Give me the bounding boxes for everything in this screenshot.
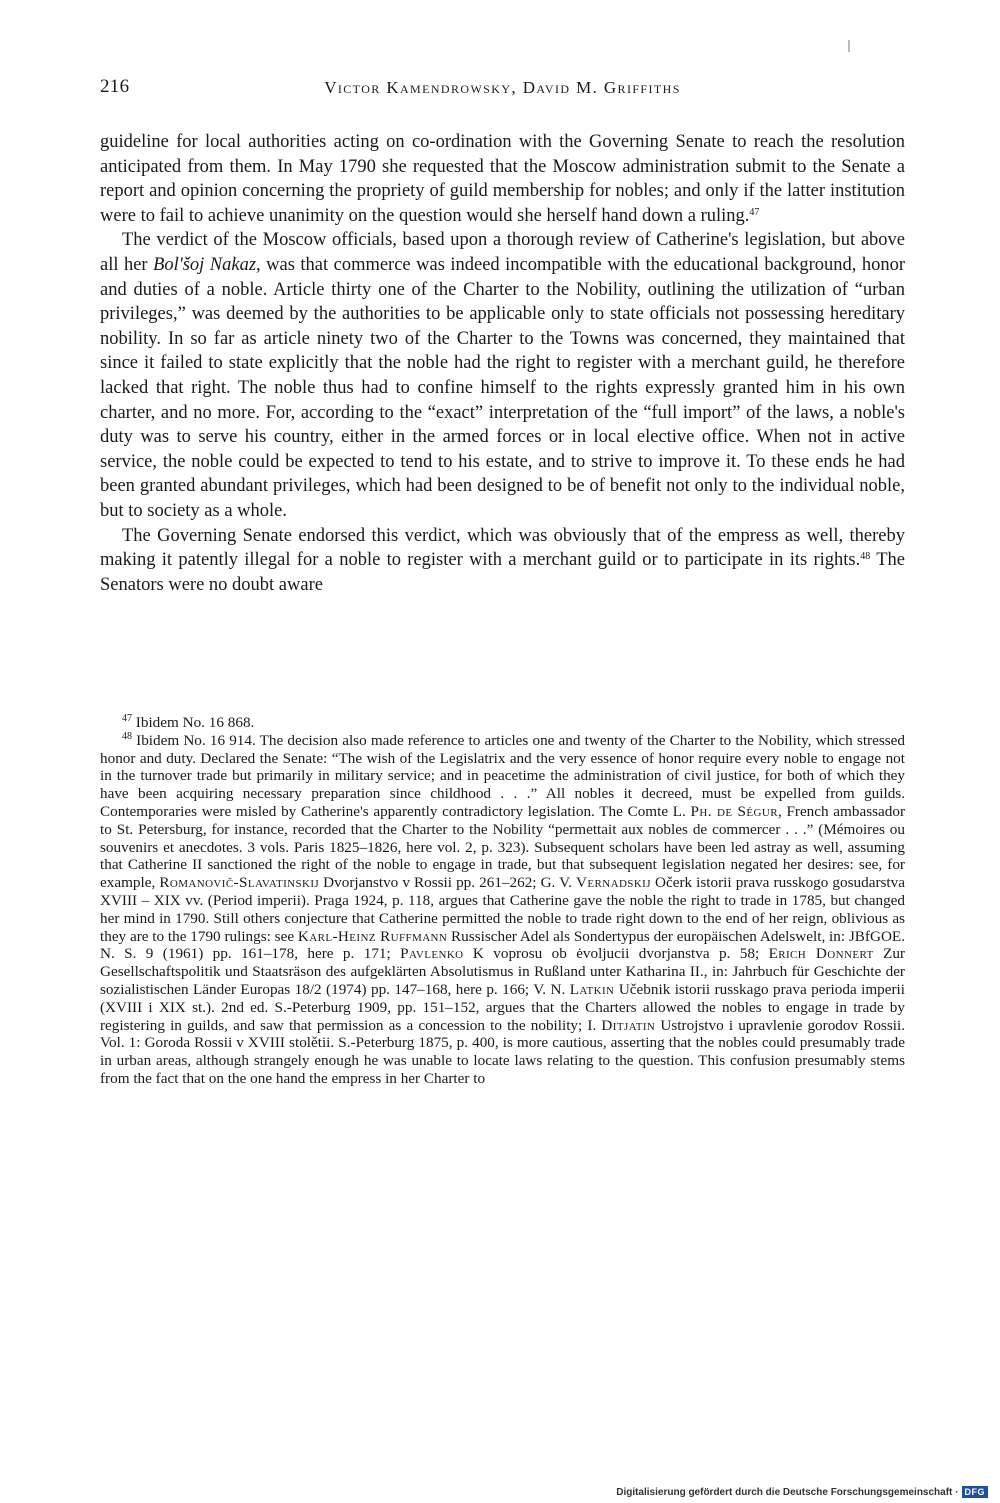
- author-name: Latkin: [569, 980, 615, 998]
- author-name: Ditjatin: [601, 1016, 656, 1034]
- digitization-credit: [616, 1486, 988, 1498]
- body-text: [100, 130, 905, 597]
- author-name: Romanovič-Slavatinskij: [159, 874, 320, 892]
- paragraph-3: The Governing Senate endorsed this verdict, which was obviously that of the empress as well, thereby making it patently illegal for a noble to register with a merchant guild or to participate in its rights.$^{48}$ The Senators were no doubt aware: [100, 525, 905, 595]
- credit-text: Digitalisierung gefördert durch die Deutsche Forschungsgemeinschaft ·: [616, 1486, 959, 1498]
- footnote-47: $^{47}$ Ibidem No. 16 868.: [122, 713, 255, 731]
- running-head: Victor Kamendrowsky, David M. Griffiths: [324, 78, 681, 97]
- scan-mark: [848, 40, 850, 52]
- footnote-ref-47[interactable]: 47: [749, 206, 760, 218]
- author-name: Pavlenko: [400, 945, 464, 963]
- author-name: Erich Donnert: [768, 945, 874, 963]
- author-name: Karl-Heinz Ruffmann: [297, 927, 448, 945]
- footnote-number: 47: [122, 713, 132, 724]
- footnote-ref-48[interactable]: 48: [860, 551, 871, 563]
- author-name: Vernadskij: [576, 874, 651, 892]
- author-name: Ph. de Ségur: [690, 802, 778, 820]
- paragraph-1: guideline for local authorities acting on co-ordination with the Governing Senate to reach the resolution anticipated from them. In May 1790 she requested that the Moscow administration submit to the Senate a report and opinion concerning the propriety of guild membership for nobles; and only if the latter institution were to fail to achieve unanimity on the question would she herself hand down a ruling.$^{47}$: [100, 132, 905, 226]
- paragraph-2: The verdict of the Moscow officials, based upon a thorough review of Catherine's legislation, but above all her Bol'šoj Nakaz, was that commerce was indeed incompatible with the educational background, honor and duties of a noble. Article thirty one of the Charter to the Nobility, outlining the utilization of “urban privileges,” was deemed by the authorities to be applicable only to state officials not possessing hereditary nobility. In so far as article ninety two of the Charter to the Towns was concerned, they maintained that since it failed to state explicitly that the noble had the right to register with a merchant guild, he therefore lacked that right. The noble thus had to confine himself to the rights expressly granted him in his own charter, and no more. For, according to the “exact” interpretation of the “full import” of the laws, a noble's duty was to serve his country, either in the armed forces or in local elective office. When not in active service, the noble could be expected to tend to his estate, and to strive to improve it. To these ends he had been granted abundant privileges, which had been designed to be of benefit not only to the individual noble, but to society as a whole.: [100, 230, 905, 521]
- work-title: Bol'šoj Nakaz: [153, 254, 257, 275]
- footnote-48: $^{48}$ Ibidem No. 16 914. The decision also made reference to articles one and twenty of the Charter to the Nobility, which stressed honor and duty. Declared the Senate: “The wish of the Legislatrix and the very essence of honor require every noble to engage not in the turnover trade but primarily in military service; and in peacetime the administration of civil justice, for both of which they have been acquiring necessary preparation since childhood . . .” All nobles it decreed, must be expelled from guilds. Contemporaries were misled by Catherine's apparently contradictory legislation. The Comte L. Ph. de Ségur, French ambassador to St. Petersburg, for instance, recorded that the Charter to the Nobility “permettait aux nobles de commercer . . .” (Mémoires ou souvenirs et anecdotes. 3 vols. Paris 1825–1826, here vol. 2, p. 323). Subsequent scholars have been led astray as well, assuming that Catherine II sanctioned the right of the noble to engage in trade, but that subsequent legislation negated her desires: see, for example, Romanovič-Slavatinskij Dvorjanstvo v Rossii pp. 261–262; G. V. Vernadskij Očerk istorii prava russkogo gosudarstva XVIII – XIX vv. (Period imperii). Praga 1924, p. 118, argues that Catherine gave the noble the right to trade in 1785, but changed her mind in 1790. Still others conjecture that Catherine permitted the noble to trade right down to the end of her reign, oblivious as they are to the 1790 rulings: see Karl-Heinz Ruffmann Russischer Adel als Sondertypus der europäischen Adelswelt, in: JBfGOE. N. S. 9 (1961) pp. 161–178, here p. 171; Pavlenko K voprosu ob ėvoljucii dvorjanstva p. 58; Erich Donnert Zur Gesellschaftspolitik und Staatsräson des aufgeklärten Absolutismus in Rußland unter Katharina II., in: Jahrbuch für Geschichte der sozialistischen Länder Europas 18/2 (1974) pp. 147–168, here p. 166; V. N. Latkin Učebnik istorii russkago prava perioda imperii (XVIII i XIX st.). 2nd ed. S.-Peterburg 1909, pp. 151–152, argues that the Charters allowed the nobles to engage in trade by registering in guilds, and saw that permission as a concession to the nobility; I. Ditjatin Ustrojstvo i upravlenie gorodov Rossii. Vol. 1: Goroda Rossii v XVIII stolětii. S.-Peterburg 1875, p. 400, is more cautious, asserting that the nobles could presumably trade in urban areas, although strangely enough he was unable to locate laws relating to the question. This confusion presumably stems from the fact that on the one hand the empress in her Charter to: [100, 730, 906, 1087]
- dfg-logo: DFG: [962, 1486, 989, 1498]
- page-number: 216: [100, 76, 130, 97]
- footnotes: [100, 714, 905, 1088]
- page-header: [100, 76, 905, 106]
- footnote-number: 48: [122, 730, 132, 742]
